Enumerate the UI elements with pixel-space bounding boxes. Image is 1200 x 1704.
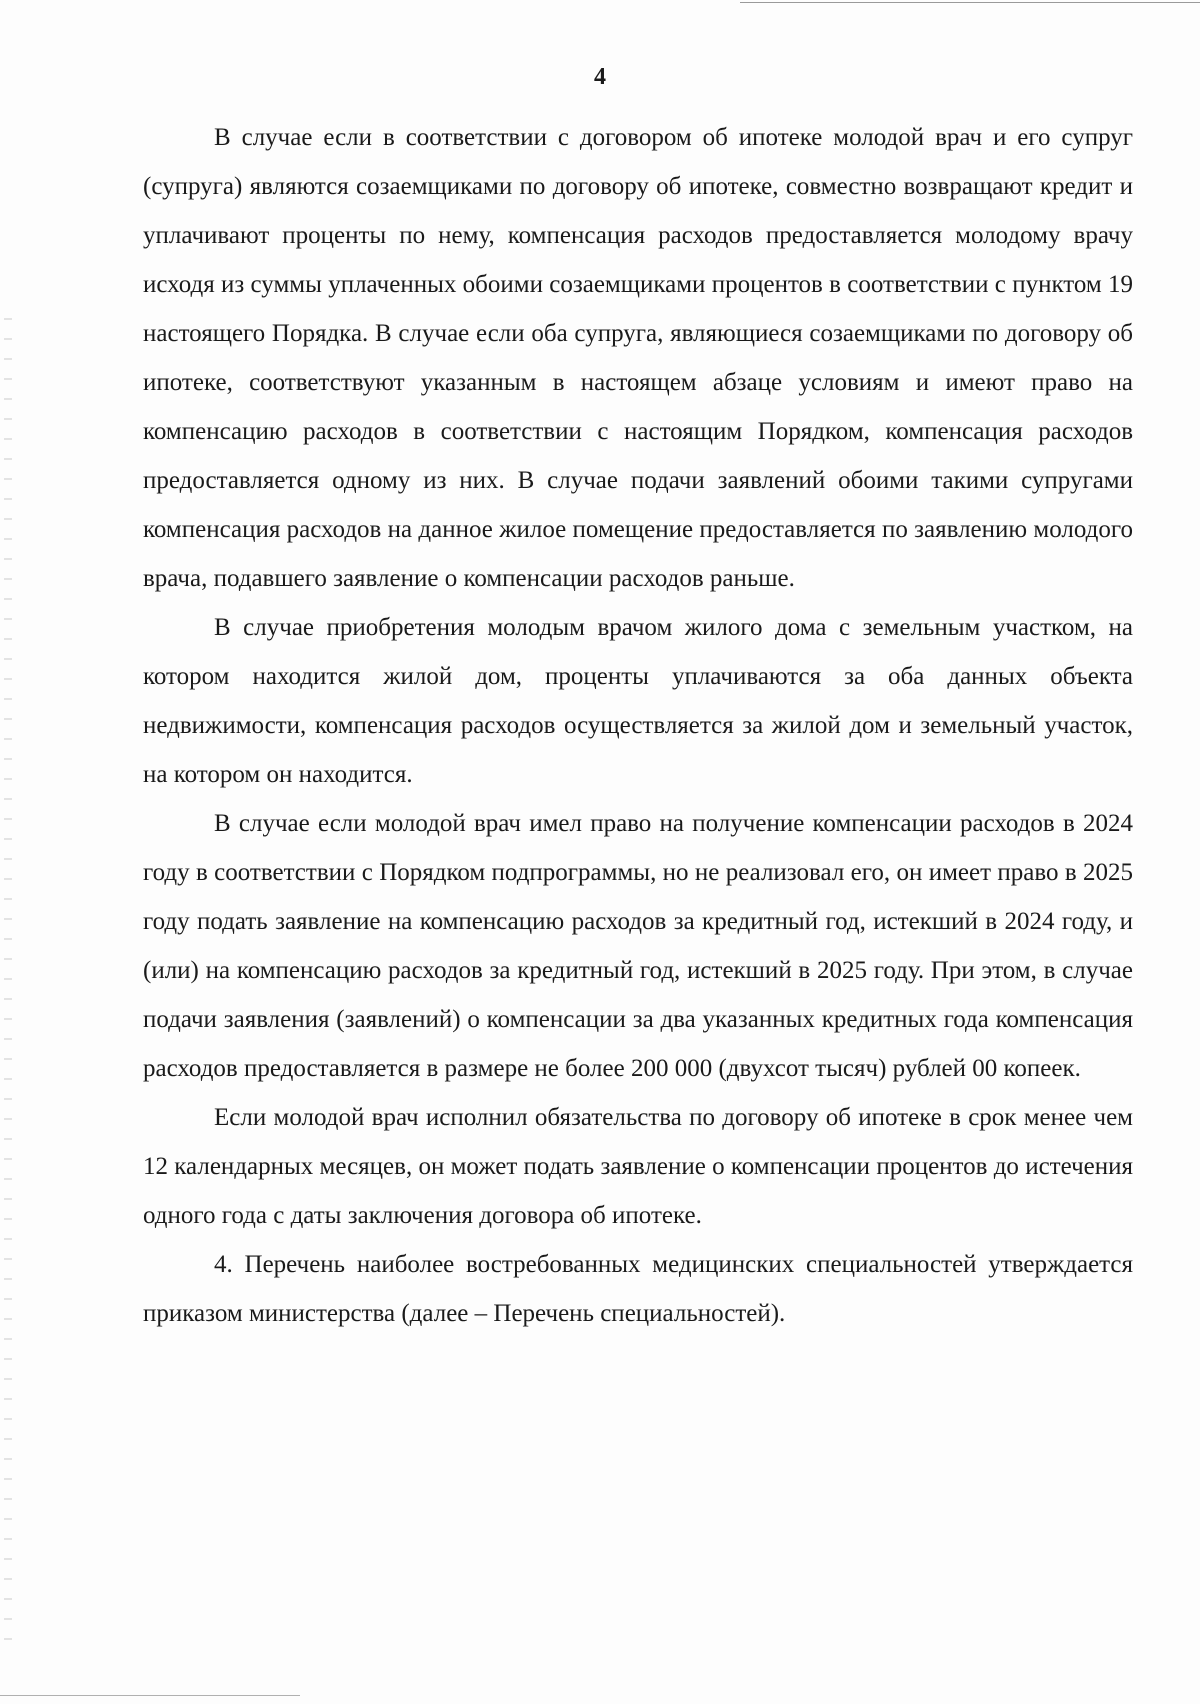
paragraph-co-borrowers: В случае если в соответствии с договором об ипотеке молодой врач и его супруг (супруга) являются созаемщиками по договору об ипотеке, совместно возвращают кредит и уплачивают проценты по нему, компенсация расходов предоставляется молодому врачу исходя из суммы уплаченных обоими созаемщиками процентов в соответствии с пунктом 19 настоящего Порядка. В случае если оба супруга, являющиеся созаемщиками по договору об ипотеке, соответствуют указанным в настоящем абзаце условиям и имеют право на компенсацию расходов в соответствии с настоящим Порядком, компенсация расходов предоставляется одному из них. В случае подачи заявлений обоими такими супругами компенсация расходов на данное жилое помещение предоставляется по заявлению молодого врача, подавшего заявление о компенсации расходов раньше.	[143, 124, 1133, 592]
paragraph-early-repayment: Если молодой врач исполнил обязательства по договору об ипотеке в срок менее чем 12 календарных месяцев, он может подать заявление о компенсации процентов до истечения одного года с даты заключения договора об ипотеке.	[143, 1104, 1133, 1229]
paragraph-2024-right: В случае если молодой врач имел право на получение компенсации расходов в 2024 году в соответствии с Порядком подпрограммы, но не реализовал его, он имеет право в 2025 году подать заявление на компенсацию расходов за кредитный год, истекший в 2024 году, и (или) на компенсацию расходов за кредитный год, истекший в 2025 году. При этом, в случае подачи заявления (заявлений) о компенсации за два указанных кредитных года компенсация расходов предоставляется в размере не более 200 000 (двухсот тысяч) рублей 00 копеек.	[143, 810, 1133, 1082]
top-rule	[740, 2, 1200, 3]
bottom-rule	[0, 1695, 300, 1696]
scan-edge-noise	[4, 300, 12, 1650]
paragraph-house-with-land: В случае приобретения молодым врачом жилого дома с земельным участком, на котором находится жилой дом, проценты уплачиваются за оба данных объекта недвижимости, компенсация расходов осуществляется за жилой дом и земельный участок, на котором он находится.	[143, 614, 1133, 788]
paragraph-specialties-list: 4. Перечень наиболее востребованных медицинских специальностей утверждается приказом министерства (далее – Перечень специальностей).	[143, 1251, 1133, 1327]
page-number: 4	[594, 64, 606, 90]
document-body	[143, 113, 1133, 1338]
